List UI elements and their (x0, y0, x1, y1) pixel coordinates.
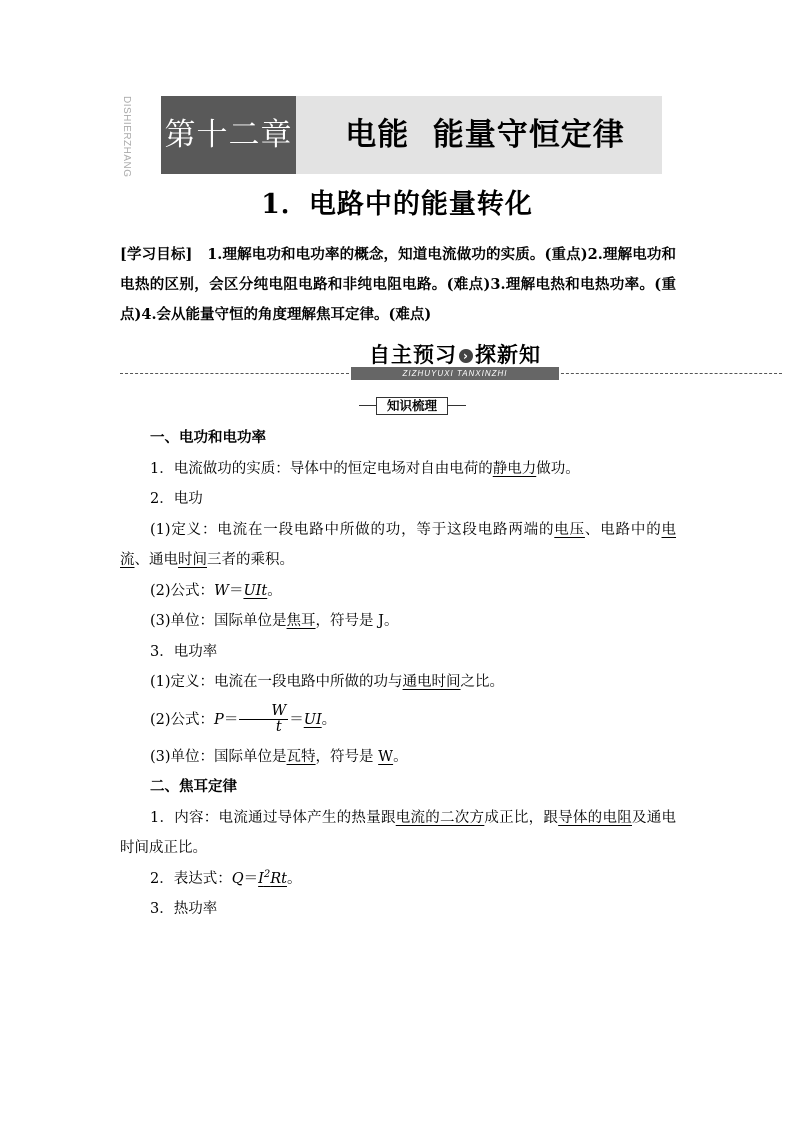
paragraph: (1)定义：电流在一段电路中所做的功与通电时间之比。 (150, 674, 505, 690)
answer-blank: 电压 (554, 521, 585, 538)
section-title: 自主预习 › 探新知 (369, 343, 541, 367)
fraction: $\frac{W}{t}$ (239, 704, 288, 735)
paragraph: 2．电功 (150, 491, 203, 507)
chapter-number: 第十二章 (161, 96, 296, 174)
answer-blank: 通电时间 (402, 674, 461, 690)
paragraph: 3．电功率 (150, 643, 218, 660)
content-body (120, 423, 676, 925)
paragraph: (3)单位：国际单位是焦耳，符号是 J。 (150, 613, 399, 629)
chapter-pinyin: DISHIERZHANG (121, 96, 132, 178)
answer-blank: 瓦特 (286, 748, 316, 765)
section-banner (357, 341, 553, 381)
answer-blank: 静电力 (492, 460, 537, 477)
answer-blank: 电流的二次方 (395, 809, 485, 826)
paragraph: (3)单位：国际单位是瓦特，符号是 W。 (150, 748, 408, 765)
paragraph: (2)公式：W＝UIt。 (150, 582, 282, 599)
paragraph: 2．表达式：$Q=I^2Rt$。 (150, 868, 302, 887)
section-heading: 一、电功和电功率 (150, 429, 266, 446)
divider-left (120, 373, 354, 374)
knowledge-tag (359, 397, 466, 415)
answer-blank: $I^2Rt$ (258, 868, 287, 887)
answer-blank: W (378, 748, 394, 765)
tag-label: 知识梳理 (376, 397, 448, 415)
arrow-icon: › (459, 349, 473, 363)
section-subtitle: ZIZHUYUXI TANXINZHI (351, 367, 559, 380)
answer-blank: 时间 (178, 552, 207, 568)
chapter-title: 电能 能量守恒定律 (345, 117, 625, 153)
paragraph: 1．内容：电流通过导体产生的热量跟电流的二次方成正比，跟导体的电阻及通电时间成正比。 (120, 809, 677, 856)
answer-blank: 电流 (120, 521, 677, 568)
paragraph: 1．电流做功的实质：导体中的恒定电场对自由电荷的静电力做功。 (150, 460, 580, 477)
paragraph: (2)公式：P＝ $\frac{W}{t}$ ＝UI。 (150, 703, 337, 735)
answer-blank: UIt (243, 582, 268, 599)
paragraph: 3．热功率 (150, 901, 218, 917)
answer-blank: UI (303, 711, 322, 728)
answer-blank: 焦耳 (286, 613, 316, 629)
learning-objectives: [学习目标] 1.理解电功和电功率的概念，知道电流做功的实质。(重点)2.理解电功和电热的区别，会区分纯电阻电路和非纯电阻电路。(难点)3.理解电热和电热功率。(重点)4.会从能量守恒的角度理解焦耳定律。(难点) (120, 246, 676, 323)
divider-right (556, 373, 782, 374)
section-heading: 二、焦耳定律 (150, 778, 237, 795)
paragraph: (1)定义：电流在一段电路中所做的功，等于这段电路两端的电压、电路中的电流、通电时间三者的乘积。 (120, 521, 677, 568)
lesson-title: 1．电路中的能量转化 (261, 189, 533, 220)
chapter-pinyin-strip (121, 96, 161, 178)
answer-blank: 导体的电阻 (558, 809, 632, 826)
